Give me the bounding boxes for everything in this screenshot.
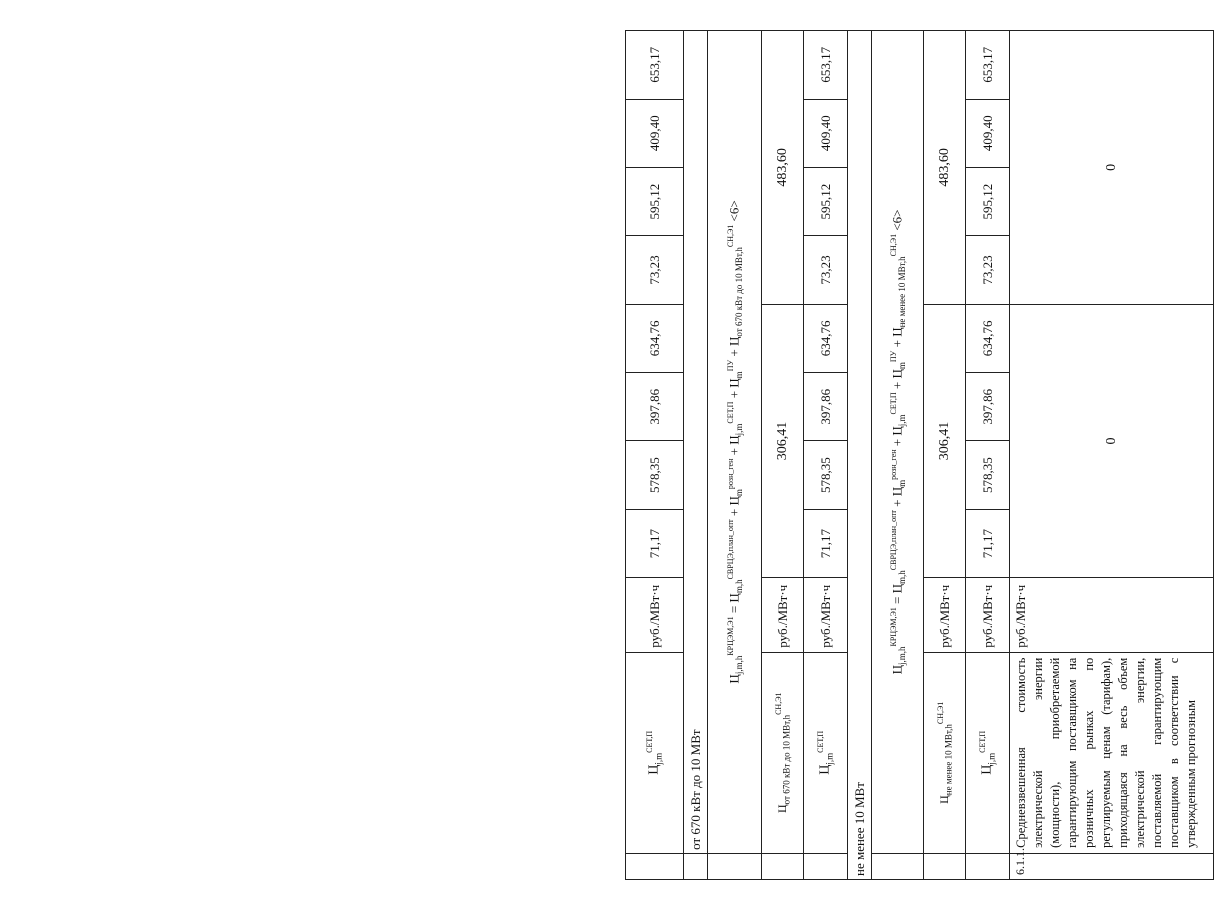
index-cell: [872, 853, 924, 879]
value-cell: 634,76: [804, 304, 848, 372]
value-cell: 409,40: [804, 99, 848, 167]
table-row: [1010, 31, 1214, 880]
index-cell: [966, 853, 1010, 879]
value-cell: 653,17: [966, 31, 1010, 100]
description-cell: Средневзвешенная стоимость электрической энергии (мощности), приобретаемой гарантирующим поставщиком на розничных рынках по регулируемым ценам (тарифам), приходящаяся на весь объем электрической энергии, поставляемой гарантирующим поставщиком в соответствии с утвержденным прогнозным: [1010, 652, 1214, 853]
section-title: не менее 10 МВт: [848, 31, 872, 880]
value-cell: 483,60: [762, 31, 804, 305]
value-cell: 595,12: [626, 167, 684, 235]
value-cell: 71,17: [966, 509, 1010, 577]
value-cell: 0: [1010, 304, 1214, 578]
index-cell: 6.1.1.: [1010, 853, 1214, 879]
value-cell: 73,23: [966, 236, 1010, 304]
value-cell: 71,17: [626, 509, 684, 577]
value-cell: 306,41: [762, 304, 804, 578]
table-row: [626, 31, 684, 880]
table-row: [762, 31, 804, 880]
formula-row: [708, 31, 762, 880]
value-cell: 71,17: [804, 509, 848, 577]
row-label: $Ц_{от 670 кВт до 10 МВт,h}^{СН,Э1}$: [762, 652, 804, 853]
value-cell: 306,41: [924, 304, 966, 578]
index-cell: [626, 853, 684, 879]
unit-cell: руб./МВт·ч: [804, 578, 848, 652]
row-label: $Ц_{j,m}^{СЕТ,П}$: [626, 652, 684, 853]
value-cell: 409,40: [626, 99, 684, 167]
value-cell: 73,23: [804, 236, 848, 304]
tariff-table: [625, 30, 1214, 880]
value-cell: 653,17: [626, 31, 684, 100]
value-cell: 483,60: [924, 31, 966, 305]
value-cell: 409,40: [966, 99, 1010, 167]
value-cell: 0: [1010, 31, 1214, 305]
index-cell: [804, 853, 848, 879]
section-row: [684, 31, 708, 880]
value-cell: 653,17: [804, 31, 848, 100]
section-title: от 670 кВт до 10 МВт: [684, 31, 708, 854]
row-label: $Ц_{j,m}^{СЕТ,П}$: [966, 652, 1010, 853]
formula-text: $Ц_{j,m,h}^{КРЦЭМ,Э1} = Ц_{m,h}^{СВРЦЭ,план\_опт} + Ц_m^{розн\_ген} + Ц_{j,m}^{СЕТ,П} + Ц_m^{ПУ} + Ц_{от 670 кВт до 10 МВт,h}^{СН,Э1} <6>$: [708, 31, 762, 854]
unit-cell: руб./МВт·ч: [626, 578, 684, 652]
index-cell: [762, 853, 804, 879]
value-cell: 578,35: [804, 441, 848, 509]
table-row: [924, 31, 966, 880]
index-cell: [708, 853, 762, 879]
value-cell: 634,76: [966, 304, 1010, 372]
table-row: [966, 31, 1010, 880]
value-cell: 634,76: [626, 304, 684, 372]
unit-cell: руб./МВт·ч: [1010, 578, 1214, 652]
index-cell: [924, 853, 966, 879]
row-label: $Ц_{не менее 10 МВт,h}^{СН,Э1}$: [924, 652, 966, 853]
value-cell: 397,86: [966, 373, 1010, 441]
rotated-tariff-table: [625, 30, 1213, 880]
unit-cell: руб./МВт·ч: [966, 578, 1010, 652]
formula-text: $Ц_{j,m,h}^{КРЦЭМ,Э1} = Ц_{m,h}^{СВРЦЭ,план\_опт} + Ц_m^{розн\_ген} + Ц_{j,m}^{СЕТ,П} + Ц_m^{ПУ} + Ц_{не менее 10 МВт,h}^{СН,Э1} <6>$: [872, 31, 924, 854]
formula-row: [872, 31, 924, 880]
unit-cell: руб./МВт·ч: [762, 578, 804, 652]
value-cell: 397,86: [804, 373, 848, 441]
index-cell: [684, 853, 708, 879]
value-cell: 578,35: [966, 441, 1010, 509]
value-cell: 595,12: [966, 167, 1010, 235]
value-cell: 397,86: [626, 373, 684, 441]
value-cell: 578,35: [626, 441, 684, 509]
row-label: $Ц_{j,m}^{СЕТ,П}$: [804, 652, 848, 853]
value-cell: 73,23: [626, 236, 684, 304]
section-row: [848, 31, 872, 880]
unit-cell: руб./МВт·ч: [924, 578, 966, 652]
table-row: [804, 31, 848, 880]
value-cell: 595,12: [804, 167, 848, 235]
